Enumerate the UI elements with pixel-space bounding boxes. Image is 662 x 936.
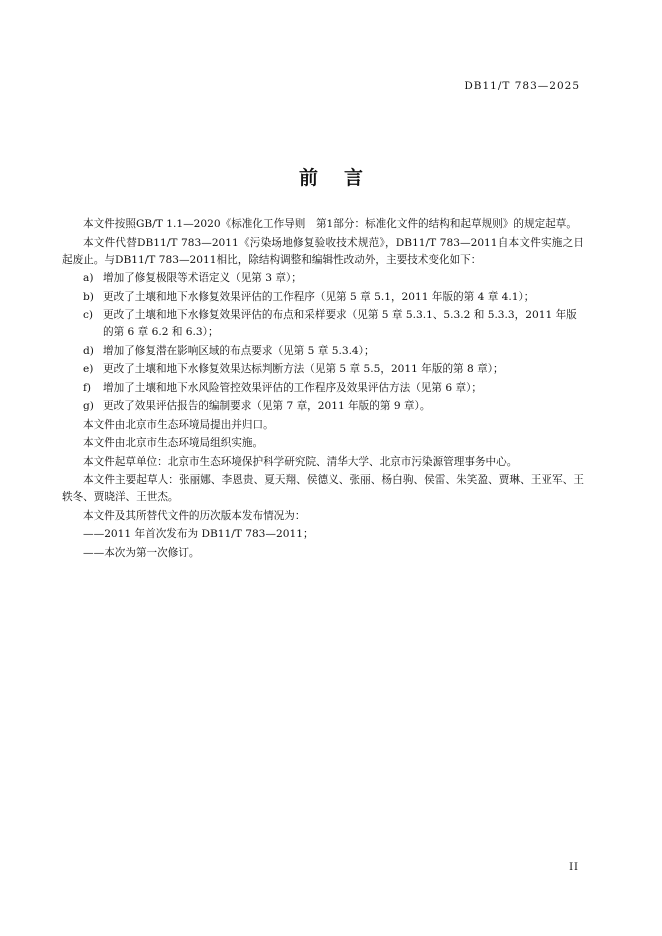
list-item — [62, 270, 584, 287]
paragraph-proposer: 本文件由北京市生态环境局提出并归口。 — [83, 418, 274, 431]
list-text: 更改了效果评估报告的编制要求（见第 7 章，2011 年版的第 9 章）。 — [103, 400, 431, 412]
paragraph-revision: ——本次为第一次修订。 — [83, 546, 200, 559]
paragraph-drafting-rule: 本文件按照GB/T 1.1—2020《标准化工作导则 第1部分：标准化文件的结构和起草规则》的规定起草。 — [83, 218, 577, 230]
list-item — [62, 343, 584, 360]
paragraph-version-history: 本文件及其所替代文件的历次版本发布情况为： — [83, 509, 306, 522]
list-text: 增加了土壤和地下水风险管控效果评估的工作程序及效果评估方法（见第 6 章）； — [103, 381, 482, 394]
list-item — [62, 398, 584, 415]
list-marker: b) — [83, 290, 94, 303]
paragraph-drafters: 本文件主要起草人：张丽娜、李恩贵、夏天翔、侯德义、张丽、杨白驹、侯雷、朱笑盈、贾琳、王亚军、王轶冬、贾晓洋、王世杰。 — [62, 474, 584, 503]
document-id: DB11/T 783—2025 — [464, 80, 580, 92]
list-text: 增加了修复潜在影响区域的布点要求（见第 5 章 5.3.4）； — [103, 344, 375, 357]
list-marker: d) — [83, 344, 94, 357]
paragraph-drafting-units: 本文件起草单位：北京市生态环境保护科学研究院、清华大学、北京市污染源管理事务中心。 — [83, 455, 518, 468]
list-text: 更改了土壤和地下水修复效果达标判断方法（见第 5 章 5.5，2011 年版的第 8 章）； — [103, 363, 504, 375]
list-text: 更改了土壤和地下水修复效果评估的布点和采样要求（见第 5 章 5.3.1、5.3.2 和 5.3.3，2011 年版的第 6 章 6.2 和 6.3）； — [103, 309, 577, 338]
paragraph-first-release: ——2011 年首次发布为 DB11/T 783—2011； — [83, 528, 314, 540]
list-item — [62, 380, 584, 397]
list-marker: a) — [83, 272, 94, 284]
list-marker: f) — [83, 381, 92, 394]
list-item — [62, 289, 584, 306]
list-item — [62, 361, 584, 378]
list-marker: g) — [83, 400, 94, 412]
list-marker: c) — [83, 309, 94, 321]
page-number: II — [569, 862, 579, 873]
list-text: 增加了修复极限等术语定义（见第 3 章）； — [103, 272, 302, 284]
list-marker: e) — [83, 363, 94, 375]
list-text: 更改了土壤和地下水修复效果评估的工作程序（见第 5 章 5.1，2011 年版的第 4 章 4.1）； — [103, 290, 535, 303]
document-body — [62, 216, 584, 563]
page-title: 前言 — [298, 167, 389, 189]
list-item — [62, 307, 584, 341]
paragraph-replacement: 本文件代替DB11/T 783—2011《污染场地修复验收技术规范》，DB11/T 783—2011自本文件实施之日起废止。与DB11/T 783—2011相比，除结构调整和编辑性改动外，主要技术变化如下： — [62, 236, 584, 266]
paragraph-implementer: 本文件由北京市生态环境局组织实施。 — [83, 437, 264, 449]
